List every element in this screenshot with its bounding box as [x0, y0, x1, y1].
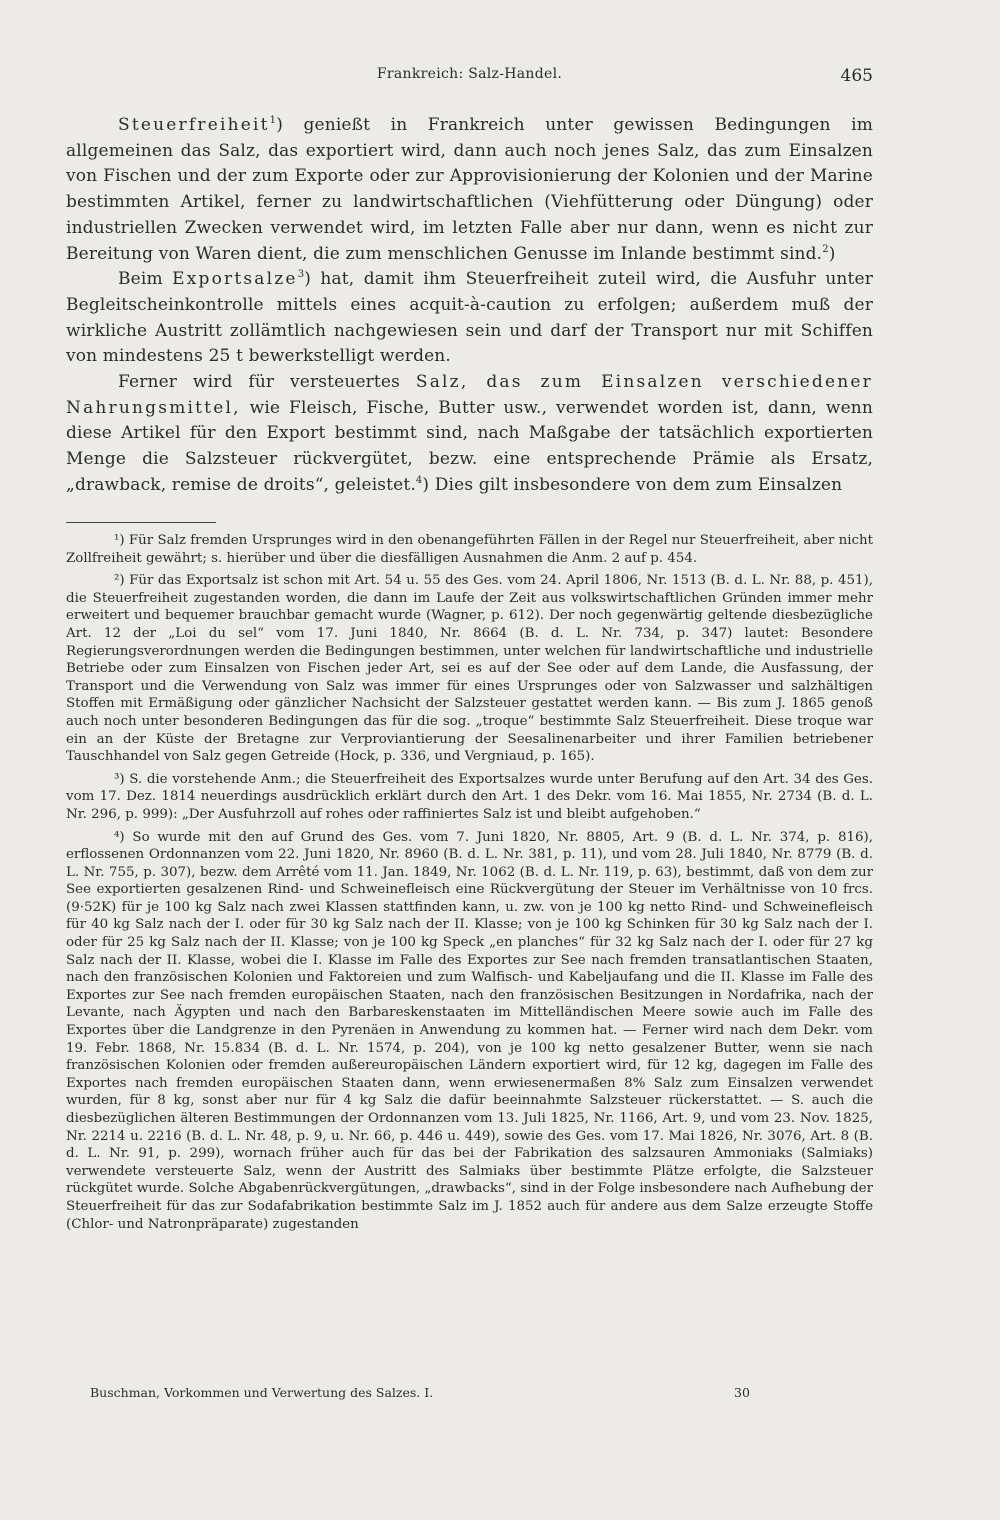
paragraph-1 — [66, 113, 873, 267]
paragraph-3-pre: Ferner wird für versteuertes — [118, 372, 416, 393]
footnote-ref-1: 1 — [269, 115, 277, 126]
emphasis-steuerfreiheit: Steuerfreiheit — [118, 115, 270, 135]
footnote-4: ⁴) So wurde mit den auf Grund des Ges. vom 7. Juni 1820, Nr. 8805, Art. 9 (B. d. L. Nr. 374, p. 816), erflossenen Ordonnanzen vom 22. Juni 1820, Nr. 8960 (B. d. L. Nr. 381, p. 11), und vom 28. Juli 1840, Nr. 8779 (B. d. L. Nr. 755, p. 307), bezw. dem Arrêté vom 11. Jan. 1849, Nr. 1062 (B. d. L. Nr. 119, p. 63), bestimmt, daß von dem zur See exportierten gesalzenen Rind- und Schweinefleisch eine Rückvergütung der Steuer im Verhältnisse von 10 frcs. (9·52K) für je 100 kg Salz nach zwei Klassen stattfinden kann, u. zw. von je 100 kg netto Rind- und Schweinefleisch für 40 kg Salz nach der I. oder für 30 kg Salz nach der II. Klasse; von je 100 kg Schinken für 30 kg Salz nach der I. oder für 25 kg Salz nach der II. Klasse; von je 100 kg Speck „en planches“ für 32 kg Salz nach der I. oder für 27 kg Salz nach der II. Klasse, wobei die I. Klasse im Falle des Exportes zur See nach fremden transatlantischen Staaten, nach den französischen Kolonien und Faktoreien und zum Walfisch- und Kabeljaufang und die II. Klasse im Falle des Exportes zur See nach fremden europäischen Staaten, nach den französischen Besitzungen in Nordafrika, nach der Levante, nach Ägypten und nach den Barbareskenstaaten im Mittelländischen Meere sowie auch im Falle des Exportes über die Landgrenze in den Pyrenäen in Anwendung zu kommen hat. — Ferner wird nach dem Dekr. vom 19. Febr. 1868, Nr. 15.834 (B. d. L. Nr. 1574, p. 204), von je 100 kg netto gesalzener Butter, wenn sie nach französischen Kolonien oder fremden außereuropäischen Ländern exportiert wird, für 12 kg, dagegen im Falle des Exportes nach fremden europäischen Staaten dann, wenn erwiesenermaßen 8% Salz zum Einsalzen verwendet wurden, für 8 kg, sonst aber nur für 4 kg Salz die dafür beeinnahmte Salzsteuer rückerstattet. — S. auch die diesbezüglichen älteren Bestimmungen der Ordonnanzen vom 13. Juli 1825, Nr. 1166, Art. 9, und vom 23. Nov. 1825, Nr. 2214 u. 2216 (B. d. L. Nr. 48, p. 9, u. Nr. 66, p. 446 u. 449), sowie des Ges. vom 17. Mai 1826, Nr. 3076, Art. 8 (B. d. L. Nr. 91, p. 299), wornach früher auch für das bei der Fabrikation des salzsauren Ammoniaks (Salmiaks) verwendete versteuerte Salz, wenn der Austritt des Salmiaks über bestimmte Plätze erfolgte, die Salzsteuer rückgütet wurde. Solche Abgabenrückvergütungen, „drawbacks“, sind in der Folge insbesondere nach Aufhebung der Steuerfreiheit für das zur Sodafabrikation bestimmte Salz im J. 1852 auch für andere aus dem Salze erzeugte Stoffe (Chlor- und Natronpräparate) zugestanden — [66, 829, 873, 1232]
footnote-ref-4: 4 — [415, 474, 423, 486]
footnote-separator — [66, 522, 216, 523]
sheet-signature: 30 — [734, 1385, 750, 1400]
footnote-ref-3: 3 — [297, 269, 305, 281]
paragraph-1-text: ) genießt in Frankreich unter gewissen Bedingungen im allgemeinen das Salz, das exportiert wird, dann auch noch jenes Salz, das zum Einsalzen von Fischen und der zum Exporte oder zur Approvisionierung der Kolonien und der Marine bestimmten Artikel, ferner zu landwirtschaftlichen (Viehfütterung oder Düngung) oder industriellen Zwecken verwendet wird, im letzten Falle aber nur dann, wenn es nicht zur Bereitung von Waren dient, die zum menschlichen Genusse im Inlande bestimmt sind. — [66, 115, 873, 264]
paragraph-1-end: ) — [828, 243, 836, 264]
paragraph-3-text: wie Fleisch, Fische, Butter usw., verwendet worden ist, dann, wenn diese Artikel für den Export bestimmt sind, nach Maßgabe der tatsächlich exportierten Menge die Salzsteuer rückvergütet, bezw. eine entsprechende Prämie als Ersatz, „drawback, remise de droits“, geleistet. — [66, 397, 873, 495]
footnote-3: ³) S. die vorstehende Anm.; die Steuerfreiheit des Exportsalzes wurde unter Berufung auf den Art. 34 des Ges. vom 17. Dez. 1814 neuerdings ausdrücklich erklärt durch den Art. 1 des Dekr. vom 16. Mai 1855, Nr. 2734 (B. d. L. Nr. 296, p. 999): „Der Ausfuhrzoll auf rohes oder raffiniertes Salz ist und bleibt aufgehoben.“ — [66, 771, 873, 822]
page-number: 465 — [840, 66, 873, 86]
footnote-1: ¹) Für Salz fremden Ursprunges wird in den obenangeführten Fällen in der Regel nur Steuerfreiheit, aber nicht Zollfreiheit gewährt; s. hierüber und über die diesfälligen Ausnahmen die Anm. 2 auf p. 454. — [66, 533, 873, 566]
footer-imprint: Buschman, Vorkommen und Verwertung des Salzes. I. — [90, 1385, 434, 1400]
page-header — [66, 66, 873, 94]
footnotes — [66, 532, 873, 1238]
paragraph-3 — [66, 370, 873, 499]
main-text — [66, 113, 873, 499]
paragraph-2 — [66, 267, 873, 370]
paragraph-2-text: ) hat, damit ihm Steuerfreiheit zuteil wird, die Ausfuhr unter Begleitscheinkontrolle mittels eines acquit-à-caution zu erfolgen; außerdem muß der wirkliche Austritt zollämtlich nachgewiesen sein und darf der Transport nur mit Schiffen von mindestens 25 t bewerkstelligt werden. — [66, 269, 873, 367]
paragraph-3-end: ) Dies gilt insbesondere von dem zum Einsalzen — [422, 474, 843, 495]
page-footer — [90, 1385, 790, 1407]
running-title: Frankreich: Salz-Handel. — [376, 66, 563, 82]
paragraph-2-pre: Beim — [118, 269, 173, 290]
emphasis-exportsalze: Exportsalze — [172, 269, 298, 290]
footnote-2: ²) Für das Exportsalz ist schon mit Art. 54 u. 55 des Ges. vom 24. April 1806, Nr. 1513 (B. d. L. Nr. 88, p. 451), die Steuerfreiheit zugestanden worden, die dann im Laufe der Zeit aus volkswirtschaftlichen Gründen immer mehr erweitert und bequemer brauchbar gemacht wurde (Wagner, p. 612). Der noch gegenwärtig geltende diesbezügliche Art. 12 der „Loi du sel“ vom 17. Juni 1840, Nr. 8664 (B. d. L. Nr. 734, p. 347) lautet: Besondere Regierungsverordnungen werden die Bedingungen bestimmen, unter welchen für landwirtschaftliche und industrielle Betriebe oder zum Einsalzen von Fischen jeder Art, sei es auf der See oder auf dem Lande, die Ausfassung, der Transport und die Verwendung von Salz was immer für eines Ursprunges oder von Salzwasser und salzhältigen Stoffen mit Ermäßigung oder gänzlicher Nachsicht der Salzsteuer gestattet werden kann. — Bis zum J. 1865 genoß auch noch unter besonderen Bedingungen das für die sog. „troque“ bestimmte Salz Steuerfreiheit. Diese troque war ein an der Küste der Bretagne zur Verproviantierung der Seesalinenarbeiter und ihrer Familien betriebener Tauschhandel von Salz gegen Getreide (Hock, p. 336, und Vergniaud, p. 165). — [66, 573, 873, 765]
footnote-ref-2: 2 — [822, 243, 829, 255]
emphasis-salz-nahrungsmittel: Salz, das zum Einsalzen verschiedener Nahrungsmittel, — [66, 372, 873, 418]
